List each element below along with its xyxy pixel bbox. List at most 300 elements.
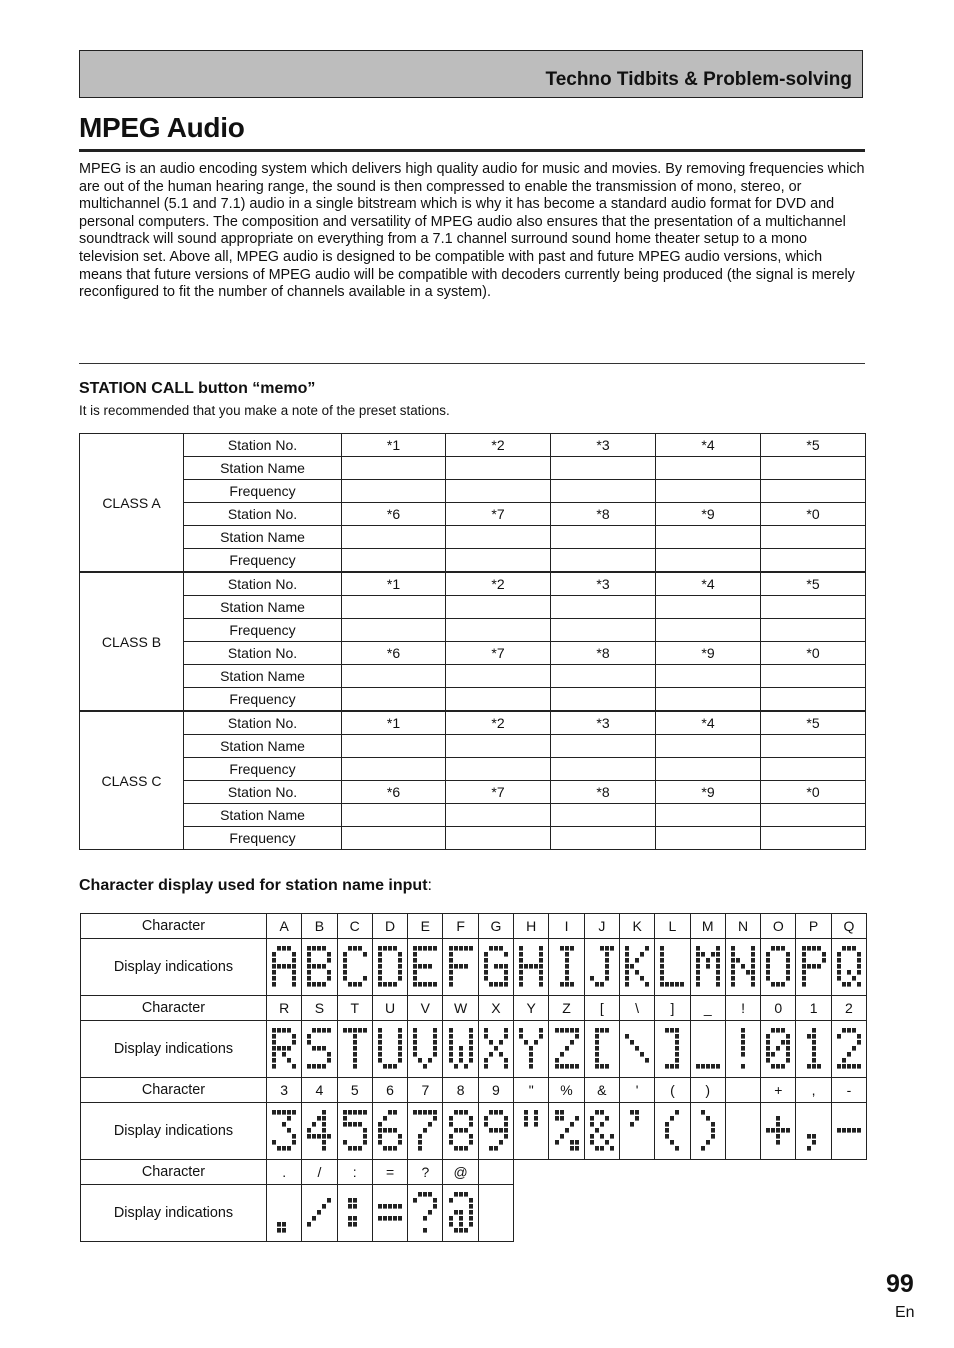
dot-matrix-glyph-icon xyxy=(342,945,368,989)
glyph-dot xyxy=(812,1052,816,1057)
glyph-dot xyxy=(766,958,770,963)
glyph-dot xyxy=(353,1110,357,1115)
glyph-dot xyxy=(423,964,427,969)
dot-matrix-glyph-icon xyxy=(483,1027,509,1071)
glyph-dot xyxy=(605,1140,609,1145)
character-cell: P xyxy=(796,914,831,939)
character-cell: 2 xyxy=(831,996,866,1021)
row-label: Frequency xyxy=(184,758,342,781)
glyph-dot xyxy=(595,1064,599,1069)
charset-heading xyxy=(79,877,432,895)
glyph-dot xyxy=(807,1034,811,1039)
glyph-dot xyxy=(499,1128,503,1133)
glyph-dot xyxy=(857,964,861,969)
display-cell xyxy=(761,1103,796,1160)
glyph-dot xyxy=(312,1046,316,1051)
glyph-dot xyxy=(307,970,311,975)
glyph-dot xyxy=(600,1110,604,1115)
section-title: Techno Tidbits & Problem-solving xyxy=(545,69,852,90)
glyph-dot xyxy=(428,982,432,987)
glyph-dot xyxy=(560,1116,564,1121)
glyph-dot xyxy=(413,1040,417,1045)
row-label: Station No. xyxy=(184,503,342,526)
glyph-dot xyxy=(378,946,382,951)
glyph-dot xyxy=(575,1146,579,1151)
glyph-dot xyxy=(449,1222,453,1227)
row-label: Frequency xyxy=(184,619,342,642)
glyph-dot xyxy=(378,1216,382,1221)
glyph-dot xyxy=(504,1116,508,1121)
character-cell: H xyxy=(514,914,549,939)
glyph-dot xyxy=(857,1040,861,1045)
memo-blank-cell xyxy=(761,457,866,480)
glyph-dot xyxy=(812,1046,816,1051)
glyph-dot xyxy=(423,1128,427,1133)
empty-cell xyxy=(584,1160,619,1185)
glyph-dot xyxy=(706,1140,710,1145)
display-cell xyxy=(372,939,407,996)
glyph-dot xyxy=(781,1064,785,1069)
glyph-dot xyxy=(469,1134,473,1139)
glyph-dot xyxy=(383,1216,387,1221)
memo-blank-cell xyxy=(342,526,446,549)
glyph-dot xyxy=(287,1116,291,1121)
glyph-dot xyxy=(423,982,427,987)
glyph-dot xyxy=(358,1110,362,1115)
glyph-dot xyxy=(307,946,311,951)
glyph-dot xyxy=(449,982,453,987)
glyph-dot xyxy=(716,958,720,963)
glyph-dot xyxy=(635,1116,639,1121)
row-label: Station No. xyxy=(184,642,342,665)
glyph-dot xyxy=(675,1146,679,1151)
dot-matrix-glyph-icon xyxy=(554,945,580,989)
glyph-dot xyxy=(660,946,664,951)
glyph-dot xyxy=(847,1128,851,1133)
glyph-dot xyxy=(292,1034,296,1039)
glyph-dot xyxy=(398,1046,402,1051)
glyph-dot xyxy=(555,1058,559,1063)
glyph-dot xyxy=(378,1122,382,1127)
character-cell: L xyxy=(655,914,690,939)
charset-heading-text: Character display used for station name input xyxy=(79,877,428,894)
glyph-dot xyxy=(433,1110,437,1115)
glyph-dot xyxy=(383,946,387,951)
glyph-dot xyxy=(307,952,311,957)
glyph-dot xyxy=(504,982,508,987)
glyph-dot xyxy=(807,946,811,951)
glyph-dot xyxy=(670,1140,674,1145)
glyph-dot xyxy=(272,1028,276,1033)
intro-paragraph: MPEG is an audio encoding system which delivers high quality audio for music and movies. By removing frequencies which are out of the human hearing range, the sound is then compressed to enable the transmission of mono, stereo, or multichannel (5.1 and 7.1) audio in a single bitstream which is why it has become a standard audio format for DVD and personal computers. The composition and versatility of MPEG audio also ensures that the presentation of a multichannel soundtrack will sound appropriate on everything from a 7.1 channel surround sound home theater setup to a mono television set. Above all, MPEG audio is designed to be compatible with past and future MPEG audio versions, which means that future versions of MPEG audio will be compatible with decoders currently being produced (the signal is merely reconfigured to fit the number of channels available in a system). xyxy=(79,161,865,301)
glyph-dot xyxy=(348,1204,352,1209)
station-row xyxy=(80,596,866,619)
character-cell: S xyxy=(302,996,337,1021)
display-cell xyxy=(725,1103,760,1160)
display-row xyxy=(81,939,867,996)
preset-number: *0 xyxy=(761,503,866,526)
character-cell: Y xyxy=(514,996,549,1021)
glyph-dot xyxy=(625,964,629,969)
display-cell xyxy=(690,1021,725,1078)
glyph-dot xyxy=(590,1116,594,1121)
glyph-dot xyxy=(343,952,347,957)
glyph-dot xyxy=(716,946,720,951)
glyph-dot xyxy=(363,976,367,981)
glyph-dot xyxy=(675,1052,679,1057)
empty-cell xyxy=(584,1185,619,1242)
character-cell: 7 xyxy=(408,1078,443,1103)
glyph-dot xyxy=(292,952,296,957)
dot-matrix-glyph-icon xyxy=(624,1027,650,1071)
display-cell xyxy=(267,939,302,996)
glyph-dot xyxy=(327,976,331,981)
glyph-dot xyxy=(812,964,816,969)
glyph-dot xyxy=(464,946,468,951)
glyph-dot xyxy=(570,1140,574,1145)
glyph-dot xyxy=(317,1028,321,1033)
glyph-dot xyxy=(605,958,609,963)
glyph-dot xyxy=(418,1134,422,1139)
glyph-dot xyxy=(665,1028,669,1033)
glyph-dot xyxy=(539,952,543,957)
glyph-dot xyxy=(519,964,523,969)
display-cell xyxy=(443,1021,478,1078)
memo-blank-cell xyxy=(656,596,761,619)
character-cell xyxy=(478,1160,513,1185)
glyph-dot xyxy=(317,1046,321,1051)
glyph-dot xyxy=(317,1134,321,1139)
glyph-dot xyxy=(398,1028,402,1033)
glyph-dot xyxy=(322,1140,326,1145)
glyph-dot xyxy=(605,952,609,957)
glyph-dot xyxy=(292,970,296,975)
glyph-dot xyxy=(716,970,720,975)
glyph-dot xyxy=(565,964,569,969)
glyph-dot xyxy=(766,1058,770,1063)
glyph-dot xyxy=(625,958,629,963)
glyph-dot xyxy=(776,1140,780,1145)
glyph-dot xyxy=(449,1052,453,1057)
glyph-dot xyxy=(449,952,453,957)
glyph-dot xyxy=(459,1210,463,1215)
glyph-dot xyxy=(570,1064,574,1069)
character-cell: ] xyxy=(655,996,690,1021)
glyph-dot xyxy=(393,982,397,987)
glyph-dot xyxy=(363,1028,367,1033)
glyph-dot xyxy=(711,1064,715,1069)
character-cell: 4 xyxy=(302,1078,337,1103)
glyph-dot xyxy=(287,1046,291,1051)
glyph-dot xyxy=(630,1110,634,1115)
glyph-dot xyxy=(625,946,629,951)
glyph-dot xyxy=(418,1058,422,1063)
memo-note: It is recommended that you make a note of the preset stations. xyxy=(79,403,450,418)
empty-cell xyxy=(796,1160,831,1185)
display-cell xyxy=(796,939,831,996)
glyph-dot xyxy=(842,1128,846,1133)
glyph-dot xyxy=(570,1040,574,1045)
glyph-dot xyxy=(857,958,861,963)
glyph-dot xyxy=(272,1046,276,1051)
glyph-dot xyxy=(418,946,422,951)
glyph-dot xyxy=(807,1146,811,1151)
glyph-dot xyxy=(786,1046,790,1051)
glyph-dot xyxy=(449,1140,453,1145)
glyph-dot xyxy=(529,1046,533,1051)
glyph-dot xyxy=(383,1146,387,1151)
glyph-dot xyxy=(786,1052,790,1057)
glyph-dot xyxy=(570,982,574,987)
memo-blank-cell xyxy=(761,665,866,688)
display-cell xyxy=(549,1021,584,1078)
glyph-dot xyxy=(625,1034,629,1039)
glyph-dot xyxy=(277,964,281,969)
glyph-dot xyxy=(595,1040,599,1045)
dot-matrix-glyph-icon xyxy=(765,1109,791,1153)
glyph-dot xyxy=(272,1058,276,1063)
display-cell xyxy=(831,939,866,996)
glyph-dot xyxy=(469,1046,473,1051)
display-cell xyxy=(619,1103,654,1160)
display-row xyxy=(81,1103,867,1160)
empty-cell xyxy=(725,1160,760,1185)
row-label: Station Name xyxy=(184,526,342,549)
glyph-dot xyxy=(413,1052,417,1057)
glyph-dot xyxy=(277,1146,281,1151)
character-cell: + xyxy=(761,1078,796,1103)
glyph-dot xyxy=(343,958,347,963)
glyph-dot xyxy=(464,1128,468,1133)
preset-number: *1 xyxy=(342,572,446,596)
display-cell xyxy=(302,1103,337,1160)
character-cell: ! xyxy=(725,996,760,1021)
memo-blank-cell xyxy=(656,688,761,712)
glyph-dot xyxy=(600,1064,604,1069)
glyph-dot xyxy=(418,1110,422,1115)
glyph-dot xyxy=(776,946,780,951)
glyph-dot xyxy=(459,1052,463,1057)
memo-blank-cell xyxy=(446,665,551,688)
glyph-dot xyxy=(665,1064,669,1069)
glyph-dot xyxy=(413,964,417,969)
glyph-dot xyxy=(857,1034,861,1039)
display-cell xyxy=(478,939,513,996)
glyph-dot xyxy=(378,982,382,987)
glyph-dot xyxy=(837,1064,841,1069)
glyph-dot xyxy=(449,964,453,969)
glyph-dot xyxy=(272,1034,276,1039)
glyph-dot xyxy=(837,1128,841,1133)
glyph-dot xyxy=(277,946,281,951)
glyph-dot xyxy=(398,970,402,975)
glyph-dot xyxy=(625,952,629,957)
glyph-dot xyxy=(711,952,715,957)
glyph-dot xyxy=(423,1228,427,1233)
character-cell: F xyxy=(443,914,478,939)
display-cell xyxy=(655,1021,690,1078)
glyph-dot xyxy=(433,946,437,951)
preset-number: *4 xyxy=(656,434,761,457)
glyph-dot xyxy=(433,982,437,987)
preset-number: *4 xyxy=(656,711,761,735)
glyph-dot xyxy=(272,970,276,975)
glyph-dot xyxy=(605,1028,609,1033)
preset-number: *2 xyxy=(446,434,551,457)
memo-blank-cell xyxy=(656,827,761,850)
glyph-dot xyxy=(418,1140,422,1145)
glyph-dot xyxy=(277,1110,281,1115)
glyph-dot xyxy=(378,1034,382,1039)
display-cell xyxy=(267,1021,302,1078)
character-row xyxy=(81,914,867,939)
character-cell: T xyxy=(337,996,372,1021)
glyph-dot xyxy=(449,1198,453,1203)
glyph-dot xyxy=(378,1052,382,1057)
glyph-dot xyxy=(433,1052,437,1057)
glyph-dot xyxy=(751,982,755,987)
glyph-dot xyxy=(277,1228,281,1233)
glyph-dot xyxy=(605,976,609,981)
glyph-dot xyxy=(282,946,286,951)
dot-matrix-glyph-icon xyxy=(836,1027,862,1071)
glyph-dot xyxy=(353,1040,357,1045)
glyph-dot xyxy=(398,1052,402,1057)
preset-number: *1 xyxy=(342,711,446,735)
glyph-dot xyxy=(484,1028,488,1033)
glyph-dot xyxy=(696,976,700,981)
dot-matrix-glyph-icon xyxy=(377,1109,403,1153)
glyph-dot xyxy=(312,1216,316,1221)
glyph-dot xyxy=(751,952,755,957)
glyph-dot xyxy=(378,970,382,975)
glyph-dot xyxy=(499,1110,503,1115)
character-cell: _ xyxy=(690,996,725,1021)
glyph-dot xyxy=(358,946,362,951)
memo-blank-cell xyxy=(761,480,866,503)
glyph-dot xyxy=(534,1110,538,1115)
glyph-dot xyxy=(494,964,498,969)
glyph-dot xyxy=(272,1064,276,1069)
glyph-dot xyxy=(670,1028,674,1033)
glyph-dot xyxy=(393,946,397,951)
glyph-dot xyxy=(282,1052,286,1057)
glyph-dot xyxy=(701,1110,705,1115)
glyph-dot xyxy=(565,946,569,951)
glyph-dot xyxy=(348,946,352,951)
glyph-dot xyxy=(378,1046,382,1051)
glyph-dot xyxy=(398,1040,402,1045)
glyph-dot xyxy=(317,1210,321,1215)
empty-cell xyxy=(619,1185,654,1242)
glyph-dot xyxy=(600,1028,604,1033)
glyph-dot xyxy=(519,982,523,987)
character-row xyxy=(81,1160,867,1185)
class-label: CLASS A xyxy=(80,434,184,573)
glyph-dot xyxy=(449,970,453,975)
glyph-dot xyxy=(292,1040,296,1045)
glyph-dot xyxy=(539,976,543,981)
glyph-dot xyxy=(307,1040,311,1045)
glyph-dot xyxy=(842,982,846,987)
glyph-dot xyxy=(600,946,604,951)
station-row xyxy=(80,434,866,457)
station-row xyxy=(80,480,866,503)
glyph-dot xyxy=(348,1028,352,1033)
preset-number: *8 xyxy=(551,781,656,804)
glyph-dot xyxy=(857,970,861,975)
glyph-dot xyxy=(565,1128,569,1133)
glyph-dot xyxy=(484,964,488,969)
glyph-dot xyxy=(343,1028,347,1033)
glyph-dot xyxy=(590,1140,594,1145)
glyph-dot xyxy=(504,976,508,981)
glyph-dot xyxy=(519,1034,523,1039)
character-cell: / xyxy=(302,1160,337,1185)
dot-matrix-glyph-icon xyxy=(659,945,685,989)
glyph-dot xyxy=(378,976,382,981)
glyph-dot xyxy=(706,964,710,969)
memo-blank-cell xyxy=(342,665,446,688)
glyph-dot xyxy=(499,1140,503,1145)
glyph-dot xyxy=(766,1046,770,1051)
glyph-dot xyxy=(812,1034,816,1039)
dot-matrix-glyph-icon xyxy=(448,945,474,989)
glyph-dot xyxy=(802,952,806,957)
glyph-dot xyxy=(534,1116,538,1121)
glyph-dot xyxy=(504,1028,508,1033)
display-cell xyxy=(514,939,549,996)
glyph-dot xyxy=(565,952,569,957)
glyph-dot xyxy=(539,964,543,969)
glyph-dot xyxy=(413,982,417,987)
glyph-dot xyxy=(388,946,392,951)
memo-blank-cell xyxy=(656,457,761,480)
glyph-dot xyxy=(555,1116,559,1121)
character-row-label: Character xyxy=(81,996,267,1021)
glyph-dot xyxy=(711,1134,715,1139)
glyph-dot xyxy=(459,1228,463,1233)
glyph-dot xyxy=(322,982,326,987)
glyph-dot xyxy=(504,970,508,975)
preset-number: *8 xyxy=(551,642,656,665)
glyph-dot xyxy=(524,1040,528,1045)
glyph-dot xyxy=(539,982,543,987)
glyph-dot xyxy=(454,1210,458,1215)
glyph-dot xyxy=(459,1216,463,1221)
glyph-dot xyxy=(776,1122,780,1127)
glyph-dot xyxy=(322,1134,326,1139)
glyph-dot xyxy=(454,1228,458,1233)
glyph-dot xyxy=(802,976,806,981)
glyph-dot xyxy=(529,964,533,969)
glyph-dot xyxy=(731,970,735,975)
glyph-dot xyxy=(766,1052,770,1057)
glyph-dot xyxy=(464,964,468,969)
memo-blank-cell xyxy=(656,480,761,503)
preset-number: *9 xyxy=(656,781,761,804)
empty-cell xyxy=(549,1160,584,1185)
display-cell xyxy=(302,1021,337,1078)
character-row-label: Character xyxy=(81,914,267,939)
display-cell xyxy=(478,1185,513,1242)
dot-matrix-glyph-icon xyxy=(659,1109,685,1153)
glyph-dot xyxy=(766,1128,770,1133)
glyph-dot xyxy=(786,976,790,981)
title-rule xyxy=(79,149,865,152)
glyph-dot xyxy=(484,1034,488,1039)
glyph-dot xyxy=(776,1116,780,1121)
